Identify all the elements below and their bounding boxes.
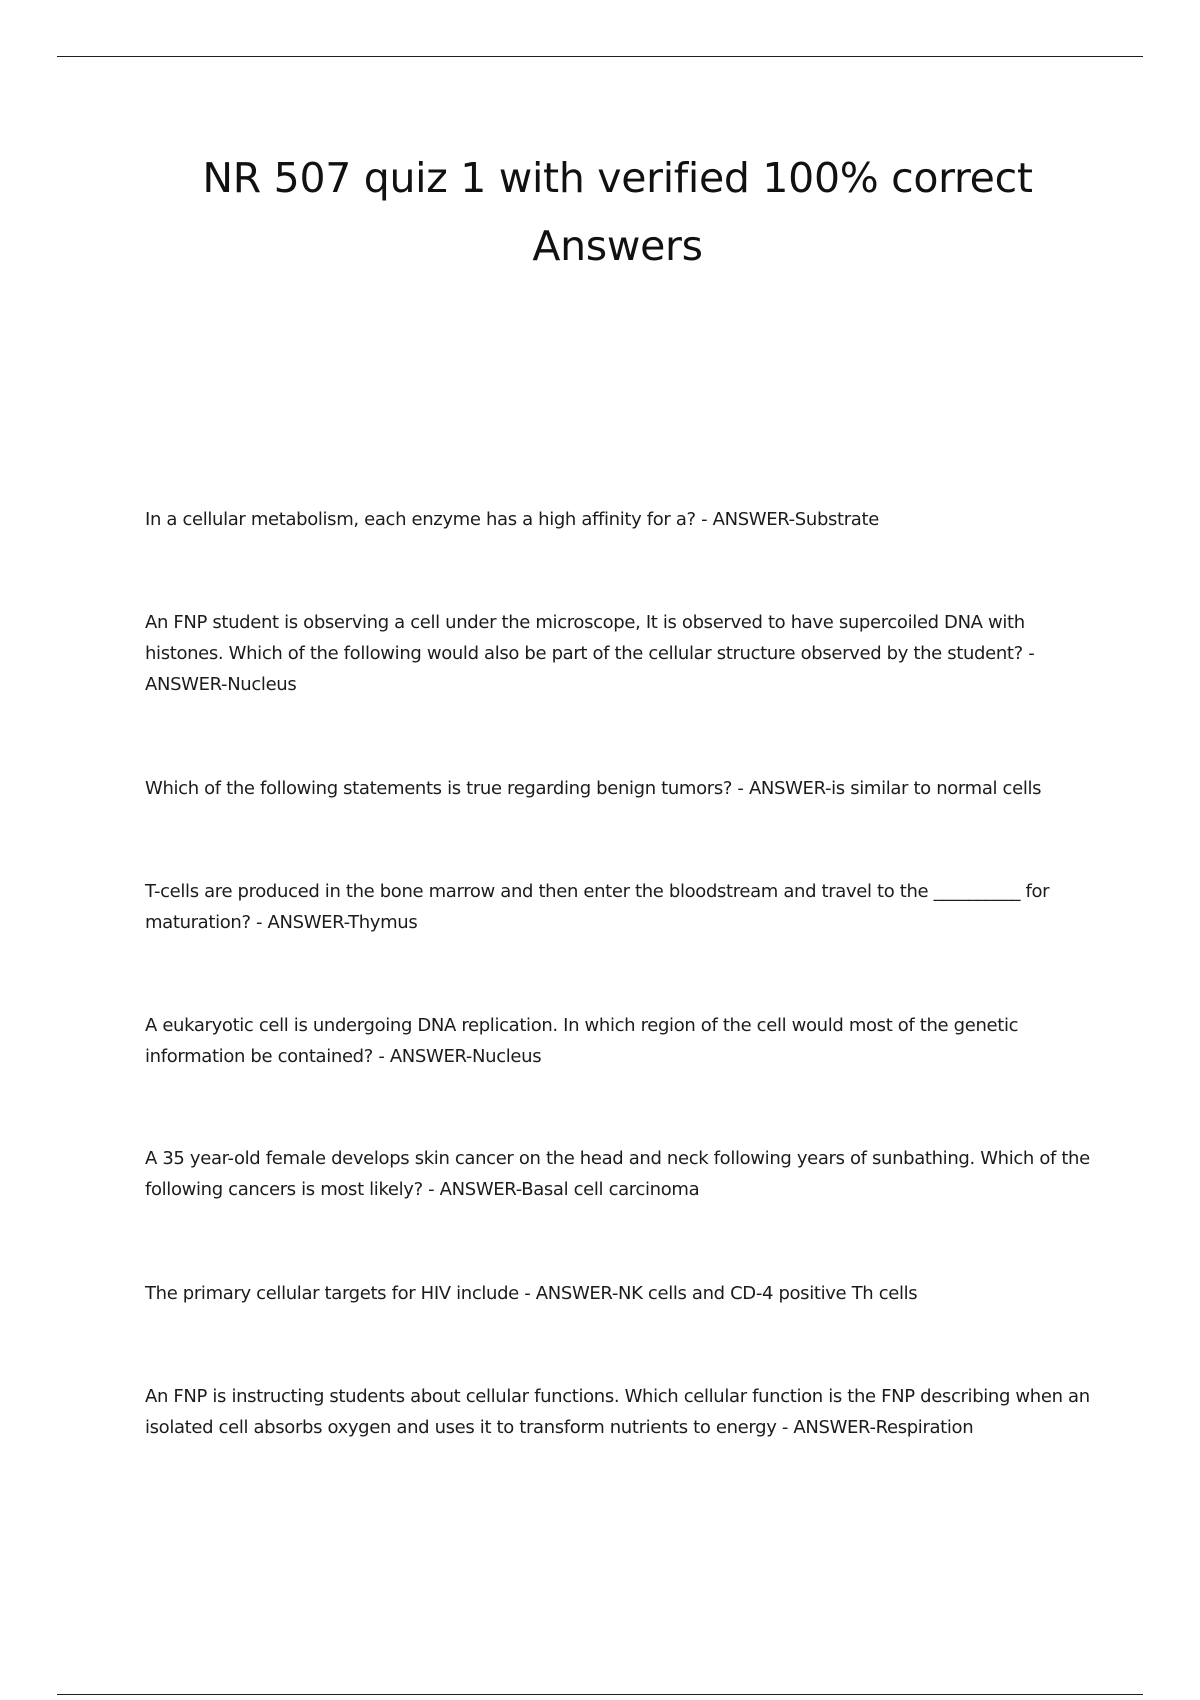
question-text: An FNP student is observing a cell under the microscope, It is observed to have supercoiled DNA with histones. Which of the following would also be part of the cellular structure observed by the student? - bbox=[145, 612, 1035, 664]
question-text: A eukaryotic cell is undergoing DNA replication. In which region of the cell would most of the genetic information be contained? - bbox=[145, 1015, 1019, 1067]
answer-text: ANSWER-Substrate bbox=[712, 509, 879, 530]
question-text: An FNP is instructing students about cellular functions. Which cellular function is the FNP describing when an isolated cell absorbs oxygen and uses it to transform nutrients to energy - bbox=[145, 1386, 1090, 1438]
qa-item-7 bbox=[145, 1278, 1090, 1309]
question-text: A 35 year-old female develops skin cancer on the head and neck following years of sunbathing. Which of the following cancers is most likely? - bbox=[145, 1148, 1090, 1200]
footer-rule bbox=[57, 1694, 1143, 1695]
document-title: NR 507 quiz 1 with verified 100% correct Answers bbox=[202, 154, 1033, 270]
qa-item-3 bbox=[145, 773, 1090, 804]
header-rule bbox=[57, 56, 1143, 57]
question-text: T-cells are produced in the bone marrow and then enter the bloodstream and travel to the __________ for maturation? - bbox=[145, 881, 1050, 933]
answer-text: ANSWER-Basal cell carcinoma bbox=[439, 1179, 700, 1200]
question-text: Which of the following statements is true regarding benign tumors? - bbox=[145, 778, 749, 799]
qa-item-1 bbox=[145, 504, 1090, 535]
answer-text: ANSWER-Nucleus bbox=[389, 1046, 542, 1067]
question-text: The primary cellular targets for HIV include - bbox=[145, 1283, 536, 1304]
qa-item-4 bbox=[145, 876, 1090, 938]
qa-item-6 bbox=[145, 1143, 1090, 1205]
qa-item-8 bbox=[145, 1381, 1090, 1443]
answer-text: ANSWER-is similar to normal cells bbox=[748, 778, 1042, 799]
qa-item-2 bbox=[145, 607, 1090, 700]
answer-text: ANSWER-Nucleus bbox=[145, 674, 297, 695]
answer-text: ANSWER-Thymus bbox=[267, 912, 418, 933]
question-text: In a cellular metabolism, each enzyme has a high affinity for a? - bbox=[145, 509, 713, 530]
answer-text: ANSWER-NK cells and CD-4 positive Th cells bbox=[535, 1283, 918, 1304]
answer-text: ANSWER-Respiration bbox=[793, 1417, 974, 1438]
qa-item-5 bbox=[145, 1010, 1090, 1072]
